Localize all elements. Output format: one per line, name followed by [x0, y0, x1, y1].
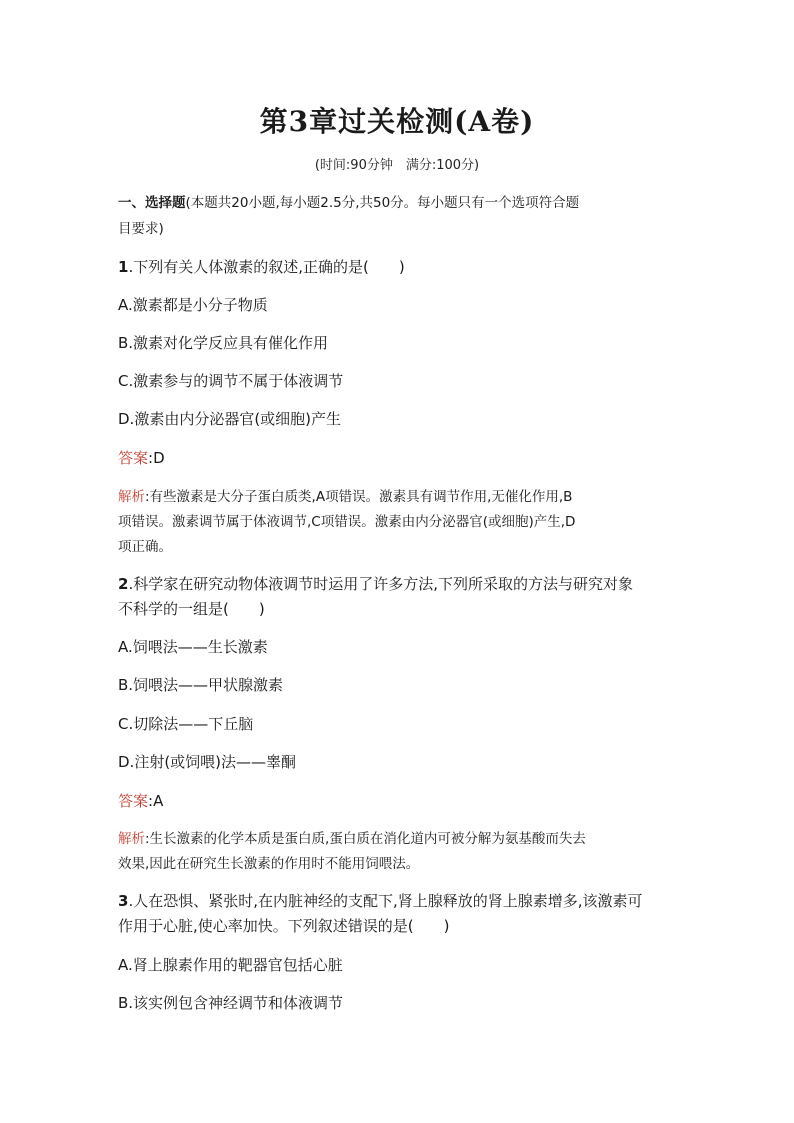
question-number: 3 — [118, 892, 129, 910]
q1-option-c: C.激素参与的调节不属于体液调节 — [118, 372, 344, 390]
analysis-label: 解析 — [118, 831, 145, 847]
section-desc-line1: (本题共20小题,每小题2.5分,共50分。每小题只有一个选项符合题 — [185, 195, 580, 211]
q2-answer — [118, 791, 678, 811]
q2-option-d: D.注射(或饲喂)法——睾酮 — [118, 753, 297, 771]
q1-analysis-line3: 项正确。 — [118, 539, 172, 555]
answer-label: 答案 — [118, 792, 149, 810]
answer-label: 答案 — [118, 449, 149, 467]
question-number: 1 — [118, 258, 129, 276]
question-3-stem-line1: 3.人在恐惧、紧张时,在内脏神经的支配下,肾上腺释放的肾上腺素增多,该激素可 — [118, 892, 643, 910]
question-2-stem-line1: 2.科学家在研究动物体液调节时运用了许多方法,下列所采取的方法与研究对象 — [118, 575, 633, 593]
section-header — [118, 193, 678, 213]
q2-option-b: B.饲喂法——甲状腺激素 — [118, 676, 284, 694]
q2-analysis-line1: 解析:生长激素的化学本质是蛋白质,蛋白质在消化道内可被分解为氨基酸而失去 — [118, 831, 586, 847]
q1-analysis-line1: 解析:有些激素是大分子蛋白质类,A项错误。激素具有调节作用,无催化作用,B — [118, 489, 573, 505]
q1-option-a: A.激素都是小分子物质 — [118, 296, 268, 314]
question-1-stem: 1.下列有关人体激素的叙述,正确的是( ) — [118, 258, 405, 276]
analysis-label: 解析 — [118, 489, 145, 505]
section-desc-line2: 目要求) — [118, 221, 164, 237]
q2-option-c: C.切除法——下丘脑 — [118, 715, 254, 733]
question-number: 2 — [118, 575, 129, 593]
q1-analysis-line2: 项错误。激素调节属于体液调节,C项错误。激素由内分泌器官(或细胞)产生,D — [118, 514, 576, 530]
question-3-stem-line2: 作用于心脏,使心率加快。下列叙述错误的是( ) — [118, 917, 450, 935]
answer-value: :A — [148, 792, 164, 810]
q1-option-b: B.激素对化学反应具有催化作用 — [118, 334, 329, 352]
q2-option-a: A.饲喂法——生长激素 — [118, 638, 268, 656]
q1-answer — [118, 448, 678, 468]
exam-info: (时间:90分钟 满分:100分) — [314, 158, 480, 173]
question-2-stem-line2: 不科学的一组是( ) — [118, 600, 265, 618]
section-title: 一、选择题 — [118, 195, 186, 211]
q3-option-a: A.肾上腺素作用的靶器官包括心脏 — [118, 956, 343, 974]
answer-value: :D — [148, 449, 165, 467]
q3-option-b: B.该实例包含神经调节和体液调节 — [118, 994, 344, 1012]
q1-option-d: D.激素由内分泌器官(或细胞)产生 — [118, 410, 342, 428]
page-title: 第3章过关检测(A卷) — [259, 105, 535, 138]
q2-analysis-line2: 效果,因此在研究生长激素的作用时不能用饲喂法。 — [118, 856, 420, 872]
